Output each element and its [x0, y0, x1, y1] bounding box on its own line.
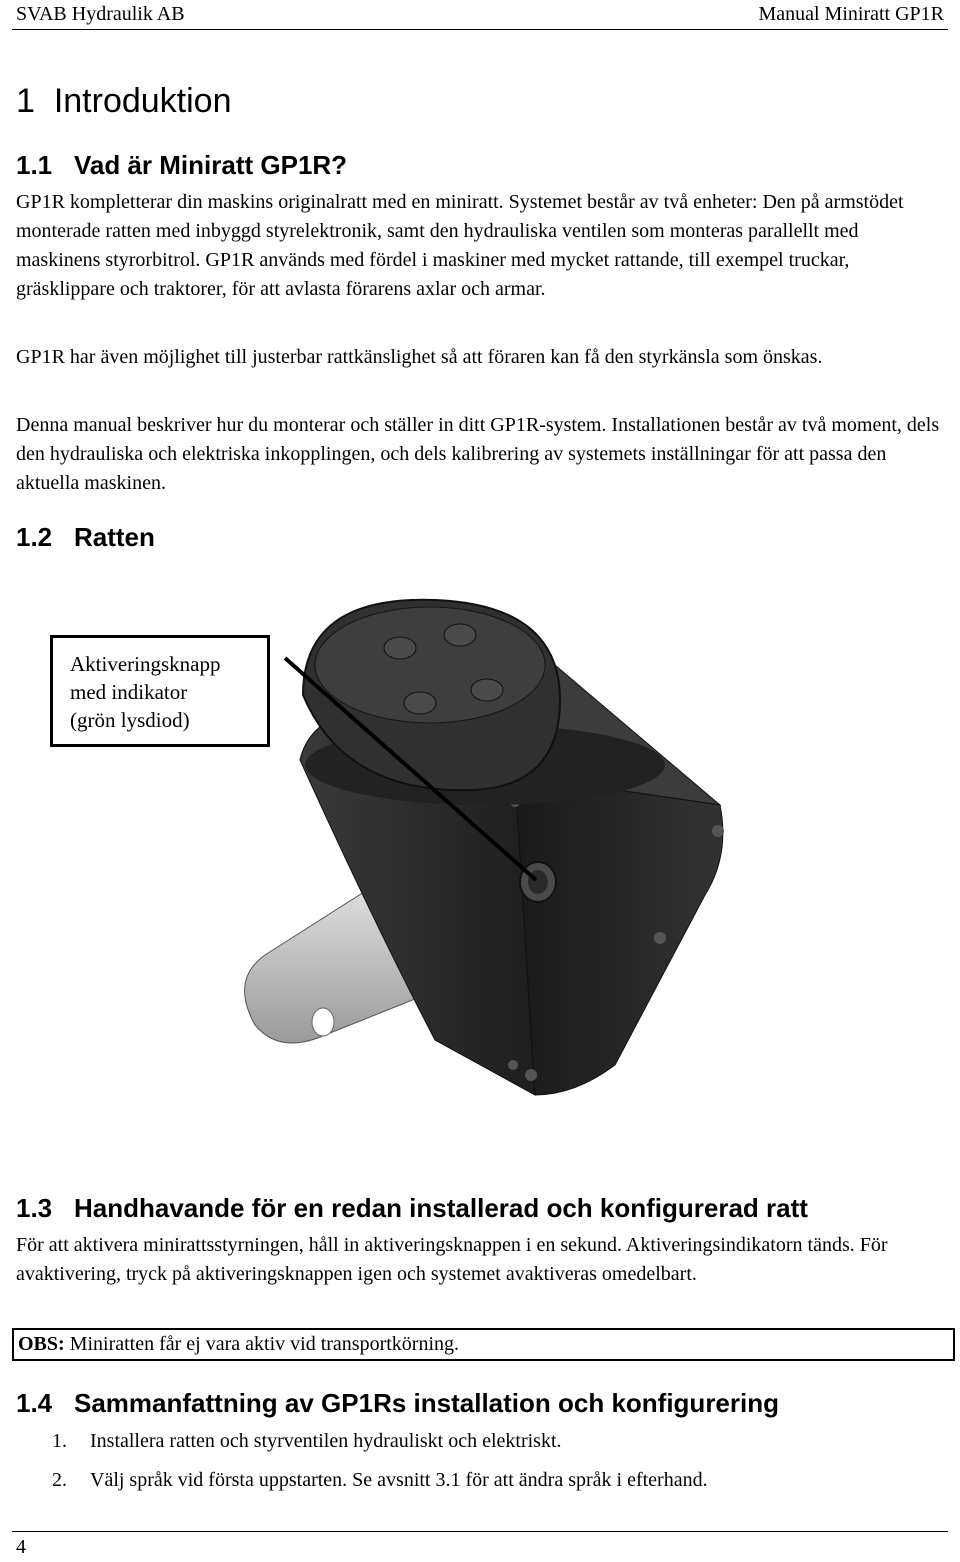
housing-front-face	[515, 775, 723, 1095]
section-heading-1-4	[16, 1388, 779, 1419]
chapter-heading	[16, 82, 232, 121]
header-rule	[12, 29, 948, 30]
chapter-number: 1	[16, 82, 35, 120]
screw	[654, 932, 666, 944]
section-number: 1.3	[16, 1193, 53, 1223]
knob-dimple	[444, 624, 476, 646]
section-heading-1-2	[16, 522, 155, 553]
callout-activation-button	[50, 635, 270, 747]
list-item	[0, 1469, 960, 1497]
section-heading-1-3	[16, 1193, 808, 1224]
paragraph-manual-scope: Denna manual beskriver hur du monterar och ställer in ditt GP1R-system. Installationen består av två moment, dels den hydrauliska och elektriska inkopplingen, och dels kalibrering av systemets inställningar för att passa den aktuella maskinen.	[16, 414, 940, 494]
footer-rule	[12, 1531, 948, 1532]
bracket-hole	[312, 1008, 334, 1036]
note-box	[12, 1328, 955, 1361]
paragraph-operation: För att aktivera minirattsstyrningen, håll in aktiveringsknappen i en sekund. Aktiveringsindikatorn tänds. För avaktivering, tryck på aktiveringsknappen igen och systemet avaktiveras omedelbart.	[16, 1234, 888, 1285]
section-title: Handhavande för en redan installerad och konfigurerad ratt	[74, 1193, 808, 1223]
screw	[508, 1060, 518, 1070]
section-number: 1.4	[16, 1388, 53, 1418]
note-text: Miniratten får ej vara aktiv vid transportkörning.	[64, 1333, 460, 1355]
screw	[712, 825, 724, 837]
callout-line: med indikator	[70, 680, 188, 704]
callout-line: Aktiveringsknapp	[70, 652, 221, 676]
section-number: 1.2	[16, 522, 53, 552]
header-manual-title: Manual Miniratt GP1R	[758, 3, 944, 25]
note-label: OBS:	[18, 1333, 65, 1355]
section-heading-1-1	[16, 150, 347, 181]
paragraph-sensitivity: GP1R har även möjlighet till justerbar rattkänslighet så att föraren kan få den styrkänsla som önskas.	[16, 346, 823, 368]
screw	[525, 1069, 537, 1081]
miniratt-illustration	[225, 595, 755, 1105]
section-title: Vad är Miniratt GP1R?	[74, 150, 348, 180]
section-title: Ratten	[74, 522, 155, 552]
chapter-title: Introduktion	[53, 82, 232, 120]
section-title: Sammanfattning av GP1Rs installation och konfigurering	[74, 1388, 779, 1418]
knob-dimple	[471, 679, 503, 701]
list-item	[0, 1430, 960, 1458]
paragraph-intro: GP1R kompletterar din maskins originalratt med en miniratt. Systemet består av två enheter: Den på armstödet monterade ratten med inbyggd styrelektronik, samt den hydrauliska ventilen som monteras parallellt med maskinens styrorbitrol. GP1R används med fördel i maskiner med mycket rattande, till exempel truckar, gräsklippare och traktorer, för att avlasta förarens axlar och armar.	[16, 191, 904, 300]
list-item-number: 2.	[52, 1469, 67, 1491]
list-item-text: Välj språk vid första uppstarten. Se avsnitt 3.1 för att ändra språk i efterhand.	[90, 1469, 708, 1491]
list-item-number: 1.	[52, 1430, 67, 1452]
page-number: 4	[16, 1536, 26, 1558]
knob-dimple	[404, 692, 436, 714]
header-company: SVAB Hydraulik AB	[16, 3, 185, 25]
section-number: 1.1	[16, 150, 53, 180]
list-item-text: Installera ratten och styrventilen hydrauliskt och elektriskt.	[90, 1430, 562, 1452]
callout-line: (grön lysdiod)	[70, 708, 190, 732]
knob-dimple	[384, 637, 416, 659]
